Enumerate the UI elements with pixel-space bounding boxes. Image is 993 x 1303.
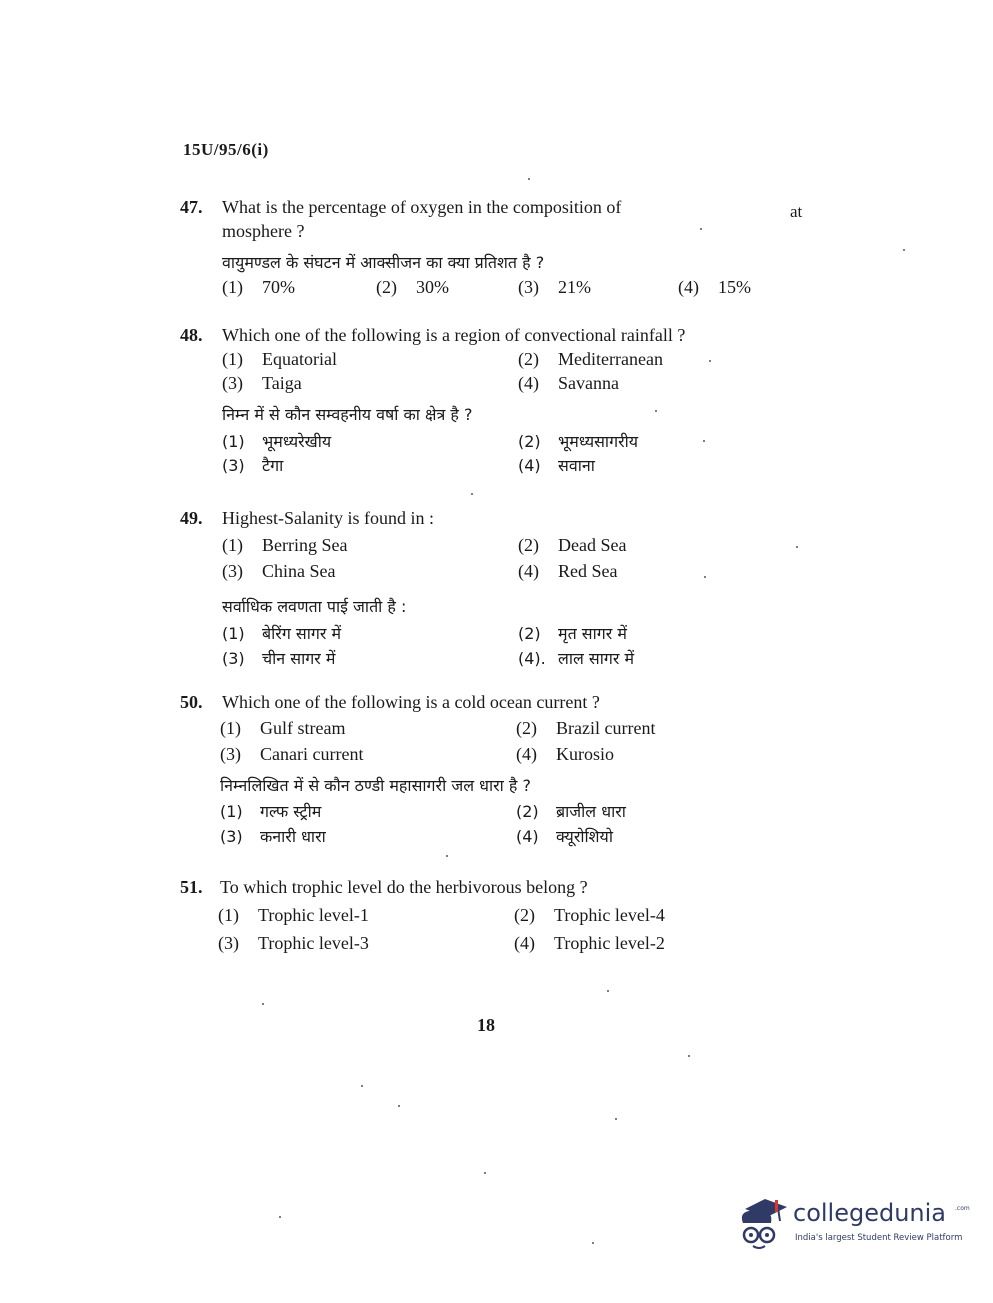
scan-speck xyxy=(709,360,711,362)
question-number: 47. xyxy=(180,197,203,217)
question-47 xyxy=(180,197,780,301)
mascot-icon xyxy=(733,1195,791,1255)
scan-speck xyxy=(607,990,609,992)
hindi-option-4: (4). लाल सागर में xyxy=(518,649,635,668)
question-text: What is the percentage of oxygen in the composition of xyxy=(222,197,622,217)
hindi-option-2: (2) भूमध्यसागरीय xyxy=(518,432,639,451)
question-text: Which one of the following is a cold ocean current ? xyxy=(222,692,600,712)
option-4: (4) Kurosio xyxy=(516,744,614,764)
question-text-continued: mosphere ? xyxy=(222,221,305,241)
scan-speck xyxy=(796,546,798,548)
option-4: (4) Red Sea xyxy=(518,561,618,581)
hindi-option-1: (1) बेरिंग सागर में xyxy=(222,624,342,643)
question-number: 50. xyxy=(180,692,203,712)
question-text-hindi: सर्वाधिक लवणता पाई जाती है : xyxy=(222,597,407,616)
brand-suffix: .com xyxy=(955,1205,970,1212)
option-2: (2) Trophic level-4 xyxy=(514,905,665,925)
brand-name: collegedunia xyxy=(793,1199,947,1227)
question-text: Which one of the following is a region of convectional rainfall ? xyxy=(222,325,686,345)
option-3: (3) China Sea xyxy=(222,561,336,581)
option-1: (1) Berring Sea xyxy=(222,535,348,555)
question-number: 51. xyxy=(180,877,203,897)
hindi-option-4: (4) सवाना xyxy=(518,456,595,475)
question-text-hindi: निम्नलिखित में से कौन ठण्डी महासागरी जल धारा है ? xyxy=(220,776,531,795)
option-1: (1) Gulf stream xyxy=(220,718,346,738)
option-3: (3) Canari current xyxy=(220,744,364,764)
scan-speck xyxy=(279,1216,281,1218)
scan-speck xyxy=(903,249,905,251)
brand-tagline: India's largest Student Review Platform xyxy=(795,1233,963,1243)
option-3: (3) 21% xyxy=(518,277,591,297)
question-number: 49. xyxy=(180,508,203,528)
scan-speck xyxy=(262,1003,264,1005)
scan-speck xyxy=(361,1085,363,1087)
question-text: Highest-Salanity is found in : xyxy=(222,508,434,528)
option-4: (4) 15% xyxy=(678,277,751,297)
option-1: (1) 70% xyxy=(222,277,295,297)
scan-speck xyxy=(592,1242,594,1244)
question-text: To which trophic level do the herbivorous belong ? xyxy=(220,877,588,897)
paper-code: 15U/95/6(i) xyxy=(183,140,269,159)
page-number: 18 xyxy=(477,1015,495,1035)
question-text-hindi: वायुमण्डल के संघटन में आक्सीजन का क्या प्रतिशत है ? xyxy=(222,253,545,272)
option-4: (4) Trophic level-2 xyxy=(514,933,665,953)
hindi-option-4: (4) क्यूरोशियो xyxy=(516,827,613,846)
question-51 xyxy=(180,877,780,957)
option-2: (2) Dead Sea xyxy=(518,535,627,555)
option-2: (2) 30% xyxy=(376,277,449,297)
scan-speck xyxy=(655,410,657,412)
option-2: (2) Brazil current xyxy=(516,718,656,738)
hindi-option-3: (3) चीन सागर में xyxy=(222,649,336,668)
question-48 xyxy=(180,325,780,478)
option-4: (4) Savanna xyxy=(518,373,619,393)
hindi-option-2: (2) मृत सागर में xyxy=(518,624,627,643)
hindi-option-2: (2) ब्राजील धारा xyxy=(516,802,626,821)
scan-speck xyxy=(528,178,530,180)
scan-speck xyxy=(446,855,448,857)
hindi-option-3: (3) टैगा xyxy=(222,456,284,475)
option-2: (2) Mediterranean xyxy=(518,349,663,369)
option-1: (1) Equatorial xyxy=(222,349,337,369)
question-50 xyxy=(180,692,780,849)
option-3: (3) Trophic level-3 xyxy=(218,933,369,953)
collegedunia-watermark xyxy=(733,1195,970,1255)
scan-speck xyxy=(615,1118,617,1120)
hindi-option-1: (1) गल्फ स्ट्रीम xyxy=(220,802,322,821)
scan-speck xyxy=(700,228,702,230)
hindi-option-1: (1) भूमध्यरेखीय xyxy=(222,432,332,451)
scan-speck xyxy=(398,1105,400,1107)
question-number: 48. xyxy=(180,325,203,345)
scan-speck xyxy=(704,576,706,578)
scan-speck xyxy=(484,1172,486,1174)
question-49 xyxy=(180,508,780,671)
option-3: (3) Taiga xyxy=(222,373,302,393)
question-text-hindi: निम्न में से कौन सम्वहनीय वर्षा का क्षेत्र है ? xyxy=(222,405,473,424)
option-1: (1) Trophic level-1 xyxy=(218,905,369,925)
question-47-trailing-word: at xyxy=(790,202,803,221)
scan-speck xyxy=(471,493,473,495)
scan-speck xyxy=(688,1055,690,1057)
hindi-option-3: (3) कनारी धारा xyxy=(220,827,326,846)
scan-speck xyxy=(703,440,705,442)
